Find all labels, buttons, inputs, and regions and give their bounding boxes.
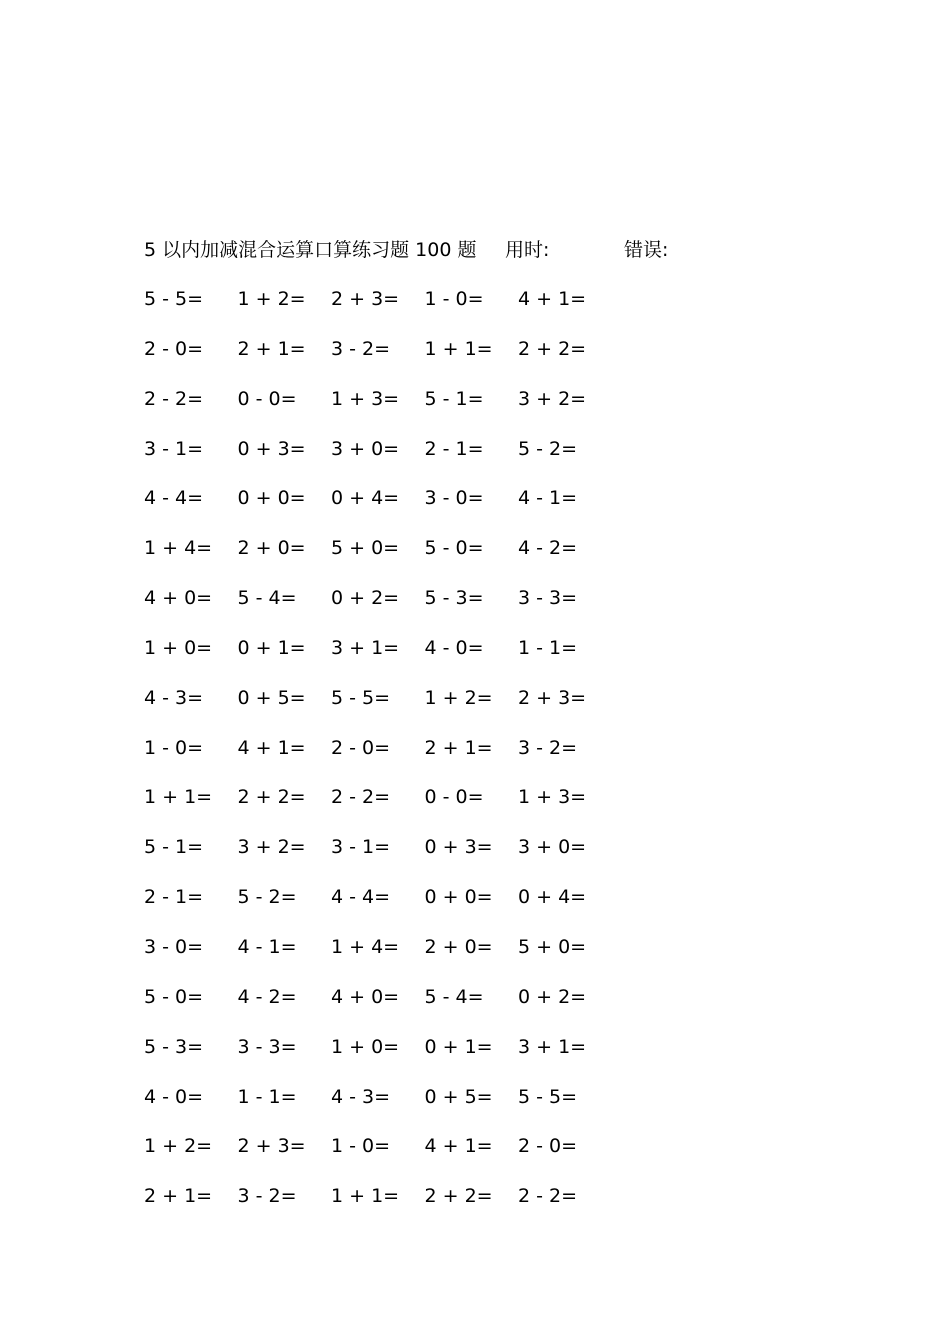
problem-item: 5 - 5=: [144, 288, 204, 310]
problem-item: 1 + 2=: [144, 1135, 213, 1158]
problem-grid: [144, 285, 614, 1232]
worksheet-header: [144, 236, 844, 264]
problem-row: [144, 734, 614, 784]
problem-item: 3 - 3=: [518, 587, 578, 610]
problem-item: 2 + 2=: [237, 786, 306, 809]
problem-item: 0 + 1=: [237, 636, 306, 659]
problem-row: [144, 1083, 614, 1133]
problem-item: 1 + 0=: [331, 1035, 400, 1058]
problem-row: [144, 1132, 614, 1182]
problem-item: 2 + 2=: [424, 1185, 493, 1208]
problem-row: [144, 1033, 614, 1083]
time-label: 用时:: [505, 239, 550, 261]
problem-item: 3 + 1=: [331, 636, 400, 659]
problem-item: 4 - 0=: [424, 636, 484, 659]
problem-item: 4 - 2=: [237, 985, 297, 1008]
problem-item: 2 + 2=: [518, 337, 587, 360]
problem-item: 2 - 0=: [331, 736, 391, 759]
problem-row: [144, 484, 614, 534]
problem-item: 4 - 3=: [144, 686, 204, 709]
problem-row: [144, 783, 614, 833]
problem-item: 2 + 1=: [237, 337, 306, 360]
problem-item: 4 - 3=: [331, 1085, 391, 1108]
problem-item: 2 - 1=: [144, 886, 204, 909]
problem-item: 1 + 3=: [331, 387, 400, 410]
problem-item: 4 - 4=: [331, 886, 391, 909]
problem-item: 1 + 1=: [331, 1185, 400, 1208]
problem-item: 5 - 2=: [237, 886, 297, 909]
problem-item: 0 + 4=: [331, 487, 400, 510]
problem-item: 3 - 0=: [144, 935, 204, 958]
problem-item: 1 + 3=: [518, 786, 587, 809]
problem-item: 2 - 2=: [518, 1185, 578, 1208]
problem-item: 2 - 1=: [424, 437, 484, 460]
problem-item: 1 + 2=: [237, 288, 306, 310]
problem-row: [144, 883, 614, 933]
problem-item: 5 - 5=: [331, 686, 391, 709]
problem-item: 3 - 1=: [144, 437, 204, 460]
problem-item: 0 + 5=: [424, 1085, 493, 1108]
problem-item: 3 - 2=: [331, 337, 391, 360]
problem-item: 4 + 0=: [331, 985, 400, 1008]
problem-item: 1 + 2=: [424, 686, 493, 709]
problem-item: 3 + 2=: [518, 387, 587, 410]
problem-row: [144, 634, 614, 684]
problem-item: 3 + 2=: [237, 836, 306, 859]
problem-item: 0 + 4=: [518, 886, 587, 909]
problem-item: 5 - 3=: [144, 1035, 204, 1058]
problem-item: 0 + 1=: [424, 1035, 493, 1058]
worksheet-title: 5 以内加减混合运算口算练习题 100 题: [144, 239, 477, 261]
problem-item: 5 - 4=: [424, 985, 484, 1008]
problem-item: 1 + 0=: [144, 636, 213, 659]
problem-item: 0 + 0=: [424, 886, 493, 909]
problem-item: 2 + 3=: [237, 1135, 306, 1158]
problem-item: 3 + 0=: [518, 836, 587, 859]
problem-item: 4 + 0=: [144, 587, 213, 610]
problem-item: 4 - 1=: [237, 935, 297, 958]
problem-item: 2 + 0=: [237, 537, 306, 560]
problem-item: 1 - 0=: [144, 736, 204, 759]
problem-item: 5 - 5=: [518, 1085, 578, 1108]
problem-item: 1 - 1=: [237, 1085, 297, 1108]
problem-item: 0 + 2=: [518, 985, 587, 1008]
problem-item: 1 - 0=: [424, 288, 484, 310]
problem-item: 5 - 0=: [144, 985, 204, 1008]
problem-item: 1 - 0=: [331, 1135, 391, 1158]
problem-row: [144, 385, 614, 435]
problem-item: 2 - 2=: [331, 786, 391, 809]
problem-item: 4 - 4=: [144, 487, 204, 510]
problem-item: 1 + 4=: [331, 935, 400, 958]
problem-item: 0 - 0=: [424, 786, 484, 809]
problem-item: 1 + 1=: [424, 337, 493, 360]
problem-row: [144, 435, 614, 485]
problem-row: [144, 335, 614, 385]
problem-item: 2 - 2=: [144, 387, 204, 410]
problem-item: 2 + 1=: [144, 1185, 213, 1208]
problem-item: 5 + 0=: [331, 537, 400, 560]
problem-item: 2 + 0=: [424, 935, 493, 958]
problem-item: 2 - 0=: [144, 337, 204, 360]
problem-item: 3 + 1=: [518, 1035, 587, 1058]
problem-row: [144, 1182, 614, 1232]
problem-item: 4 + 1=: [424, 1135, 493, 1158]
problem-row: [144, 833, 614, 883]
problem-item: 3 - 1=: [331, 836, 391, 859]
problem-row: [144, 983, 614, 1033]
problem-item: 3 - 2=: [518, 736, 578, 759]
problem-item: 4 - 1=: [518, 487, 578, 510]
problem-item: 1 - 1=: [518, 636, 578, 659]
problem-item: 4 - 2=: [518, 537, 578, 560]
problem-item: 0 + 3=: [237, 437, 306, 460]
problem-item: 1 + 4=: [144, 537, 213, 560]
problem-item: 5 - 1=: [144, 836, 204, 859]
problem-item: 2 + 3=: [331, 288, 400, 310]
problem-item: 0 + 2=: [331, 587, 400, 610]
problem-row: [144, 684, 614, 734]
problem-item: 4 + 1=: [518, 288, 587, 310]
problem-item: 2 + 3=: [518, 686, 587, 709]
problem-item: 1 + 1=: [144, 786, 213, 809]
problem-item: 5 + 0=: [518, 935, 587, 958]
problem-item: 2 - 0=: [518, 1135, 578, 1158]
problem-item: 0 + 3=: [424, 836, 493, 859]
problem-item: 0 + 0=: [237, 487, 306, 510]
problem-item: 4 + 1=: [237, 736, 306, 759]
problem-item: 0 + 5=: [237, 686, 306, 709]
problem-item: 2 + 1=: [424, 736, 493, 759]
problem-item: 5 - 0=: [424, 537, 484, 560]
problem-item: 4 - 0=: [144, 1085, 204, 1108]
problem-row: [144, 285, 614, 335]
problem-item: 3 - 0=: [424, 487, 484, 510]
problem-item: 5 - 3=: [424, 587, 484, 610]
problem-item: 5 - 1=: [424, 387, 484, 410]
problem-item: 3 - 3=: [237, 1035, 297, 1058]
problem-item: 5 - 4=: [237, 587, 297, 610]
problem-row: [144, 933, 614, 983]
error-label: 错误:: [624, 239, 669, 261]
problem-item: 3 + 0=: [331, 437, 400, 460]
problem-item: 5 - 2=: [518, 437, 578, 460]
problem-row: [144, 584, 614, 634]
problem-row: [144, 534, 614, 584]
problem-item: 3 - 2=: [237, 1185, 297, 1208]
problem-item: 0 - 0=: [237, 387, 297, 410]
